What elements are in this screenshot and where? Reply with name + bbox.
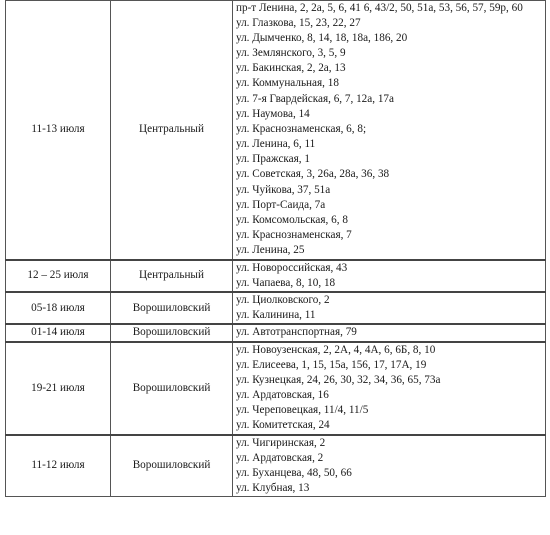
address-line: ул. Циолковского, 2: [236, 293, 330, 306]
address-cell: [233, 1, 546, 260]
address-line: ул. Бакинская, 2, 2а, 13: [236, 62, 346, 75]
district-cell: Ворошиловский: [111, 292, 233, 324]
address-line: ул. Череповецкая, 11/4, 11/5: [236, 404, 369, 417]
district-cell: Центральный: [111, 260, 233, 292]
table-row: [6, 324, 546, 341]
address-line: ул. Коммунальная, 18: [236, 77, 339, 90]
address-cell: [233, 435, 546, 497]
address-line: ул. Елисеева, 1, 15, 15а, 156, 17, 17А, 19: [236, 358, 427, 371]
date-cell: 11-12 июля: [6, 435, 111, 497]
date-cell: 11-13 июля: [6, 1, 111, 260]
address-line: ул. Дымченко, 8, 14, 18, 18а, 186, 20: [236, 31, 408, 44]
address-line: ул. Комитетская, 24: [236, 419, 330, 432]
table-row: [6, 260, 546, 292]
date-cell: 01-14 июля: [6, 324, 111, 341]
table-row: [6, 1, 546, 260]
table-row: [6, 435, 546, 497]
address-line: пр-т Ленина, 2, 2а, 5, 6, 41 6, 43/2, 50, 51а, 53, 56, 57, 59р, 60: [236, 2, 523, 14]
address-line: ул. 7-я Гвардейская, 6, 7, 12а, 17а: [236, 92, 394, 105]
address-line: ул. Калинина, 11: [236, 309, 316, 322]
date-cell: 19-21 июля: [6, 342, 111, 435]
address-line: ул. Наумова, 14: [236, 107, 310, 120]
date-cell: 05-18 июля: [6, 292, 111, 324]
table-row: [6, 342, 546, 435]
address-line: ул. Советская, 3, 26а, 28а, 36, 38: [236, 168, 390, 181]
date-cell: 12 – 25 июля: [6, 260, 111, 292]
address-line: ул. Новороссийская, 43: [236, 261, 348, 274]
address-line: ул. Ардатовская, 16: [236, 389, 329, 402]
address-line: ул. Новоузенская, 2, 2А, 4, 4А, 6, 6Б, 8, 10: [236, 343, 436, 356]
address-line: ул. Чапаева, 8, 10, 18: [236, 276, 336, 289]
address-cell: [233, 292, 546, 324]
address-line: ул. Буханцева, 48, 50, 66: [236, 467, 352, 480]
address-line: ул. Чуйкова, 37, 51а: [236, 183, 331, 196]
address-line: ул. Землянского, 3, 5, 9: [236, 46, 346, 59]
address-line: ул. Ленина, 25: [236, 244, 305, 257]
address-line: ул. Порт-Саида, 7а: [236, 198, 326, 211]
address-line: ул. Глазкова, 15, 23, 22, 27: [236, 16, 361, 29]
address-line: ул. Краснознаменская, 6, 8;: [236, 122, 367, 135]
district-cell: Ворошиловский: [111, 342, 233, 435]
address-line: ул. Краснознаменская, 7: [236, 229, 352, 242]
address-line: ул. Ардатовская, 2: [236, 451, 324, 464]
address-cell: [233, 260, 546, 292]
district-cell: Ворошиловский: [111, 435, 233, 497]
address-line: ул. Клубная, 13: [236, 482, 310, 495]
table-row: [6, 292, 546, 324]
address-line: ул. Комсомольская, 6, 8: [236, 214, 348, 227]
address-cell: [233, 342, 546, 435]
address-line: ул. Чигиринская, 2: [236, 436, 326, 449]
address-line: ул. Автотранспортная, 79: [236, 326, 357, 339]
district-cell: Центральный: [111, 1, 233, 260]
address-line: ул. Кузнецкая, 24, 26, 30, 32, 34, 36, 65, 73а: [236, 373, 441, 386]
address-line: ул. Ленина, 6, 11: [236, 138, 316, 151]
schedule-table-body: [6, 1, 546, 497]
schedule-table: [5, 0, 546, 497]
address-cell: [233, 324, 546, 341]
address-line: ул. Пражская, 1: [236, 153, 310, 166]
district-cell: Ворошиловский: [111, 324, 233, 341]
